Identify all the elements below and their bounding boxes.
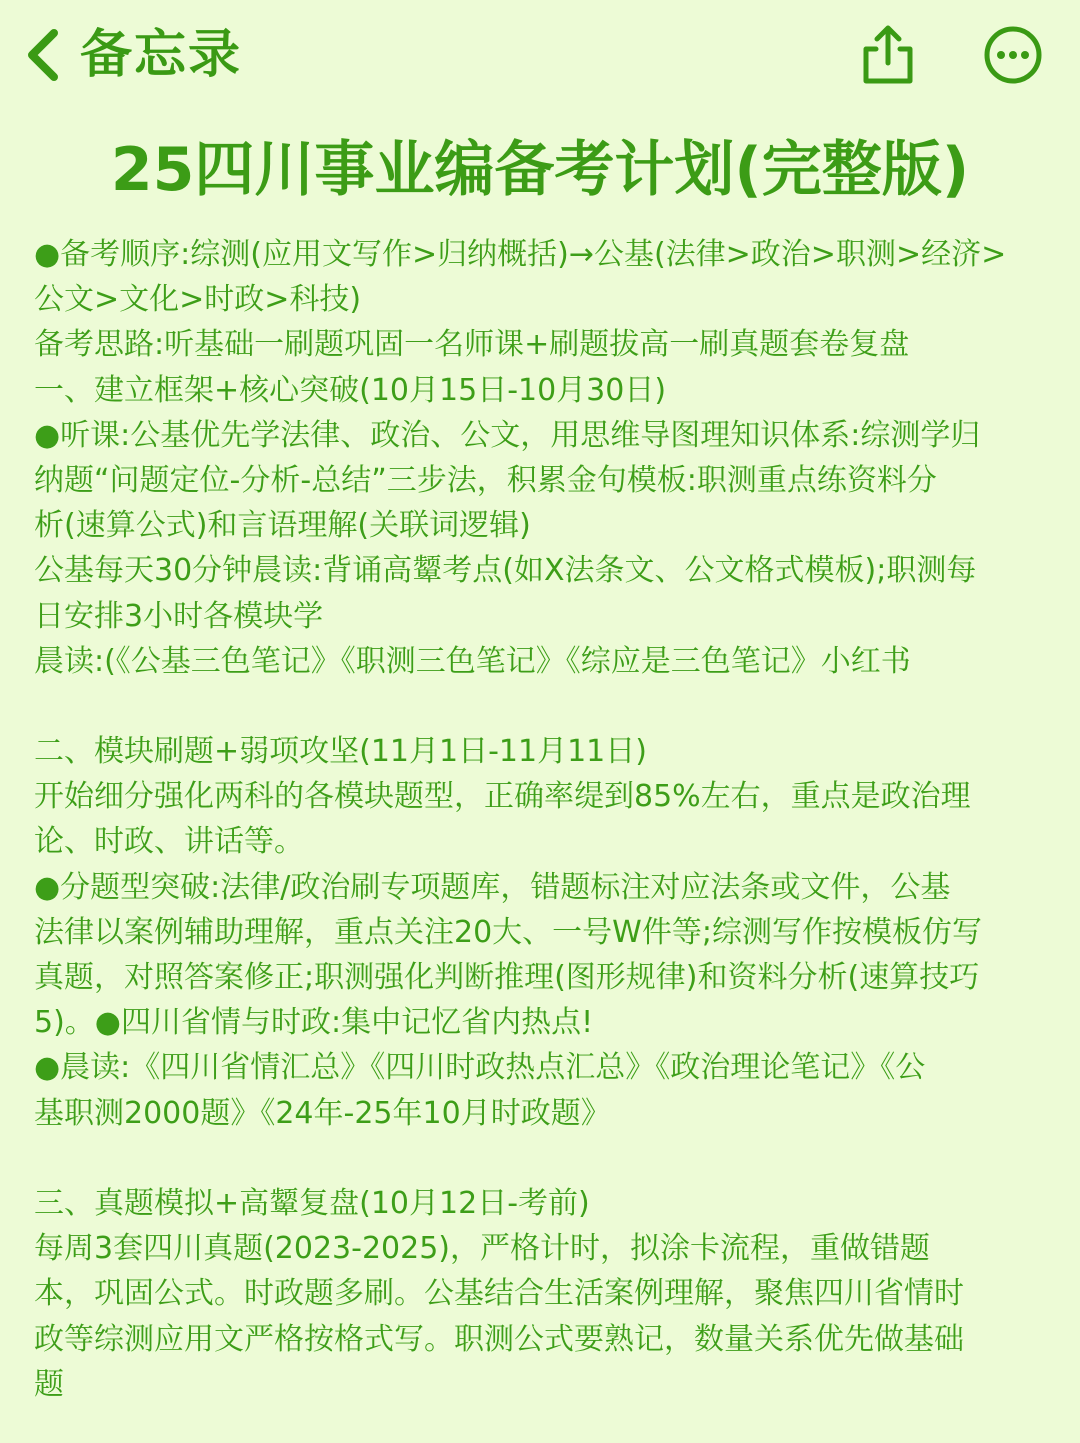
- note-line: 备考思路:听基础一刷题巩固一名师课+刷题拔高一刷真题套卷复盘: [34, 327, 910, 363]
- note-line: 真题，对照答案修正;职测强化判断推理(图形规律)和资料分析(速算技巧: [34, 960, 980, 995]
- note-line: 一、建立框架+核心突破(10月15日-10月30日): [34, 372, 667, 408]
- note-line: 本，巩固公式。时政题多刷。公基结合生活案例理解，聚焦四川省情时: [34, 1276, 964, 1312]
- note-line: 公基每天30分钟晨读:背诵高颦考点(如X法条文、公文格式模板);职测每: [34, 553, 977, 589]
- more-icon: [982, 24, 1044, 86]
- note-line: 5)。●四川省情与时政:集中记忆省内热点!: [34, 1005, 594, 1041]
- nav-title: 备忘录: [80, 25, 243, 85]
- note-line: 纳题“问题定位-分析-总结”三步法，积累金句模板:职测重点练资料分: [34, 462, 937, 498]
- note-line: 二、模块刷题+弱项攻坚(11月1日-11月11日): [34, 734, 647, 770]
- back-button[interactable]: [22, 18, 242, 92]
- note-line: 法律以案例辅助理解，重点关注20大、一号W件等;综测写作按模板仿写: [34, 914, 982, 950]
- share-button[interactable]: [853, 20, 923, 90]
- more-button[interactable]: [978, 20, 1048, 90]
- blank-line: [34, 1136, 1064, 1181]
- note-line: 三、真题模拟+高颦复盘(10月12日-考前): [34, 1185, 590, 1221]
- chevron-left-icon: [22, 27, 62, 83]
- note-line: ●听课:公基优先学法律、政治、公文，用思维导图理知识体系:综测学归: [34, 417, 981, 453]
- note-line: 开始细分强化两科的各模块题型，正确率缇到85%左右，重点是政治理: [34, 779, 971, 815]
- note-line: ●备考顺序:综测(应用文写作>归纳概括)→公基(法律>政治>职测>经济>: [34, 237, 1007, 272]
- note-line: 公文>文化>时政>科技): [34, 282, 362, 318]
- note-line: 每周3套四川真题(2023-2025)，严格计时，拟涂卡流程，重做错题: [34, 1231, 931, 1267]
- note-line: 析(速算公式)和言语理解(关联词逻辑): [34, 508, 531, 544]
- note-line: 论、时政、讲话等。: [34, 824, 304, 860]
- blank-line: [34, 684, 1064, 729]
- note-line: 政等综测应用文严格按格式写。职测公式要熟记，数量关系优先做基础: [34, 1321, 964, 1357]
- note-line: 日安排3小时各模块学: [34, 598, 324, 634]
- note-line: 基职测2000题》《24年-25年10月时政题》: [34, 1095, 611, 1131]
- note-line: ●分题型突破:法律/政治刷专项题库，错题标注对应法条或文件，公基: [34, 869, 951, 905]
- note-body[interactable]: [34, 232, 1064, 1407]
- note-line: 题: [34, 1366, 64, 1402]
- navigation-bar: [0, 0, 1080, 110]
- note-line: 晨读:(《公基三色笔记》《职测三色笔记》《综应是三色笔记》小红书: [34, 643, 911, 679]
- note-title: 25四川事业编备考计划(完整版): [110, 135, 970, 205]
- note-line: ●晨读:《四川省情汇总》《四川时政热点汇总》《政治理论笔记》《公: [34, 1050, 926, 1086]
- share-icon: [858, 23, 918, 87]
